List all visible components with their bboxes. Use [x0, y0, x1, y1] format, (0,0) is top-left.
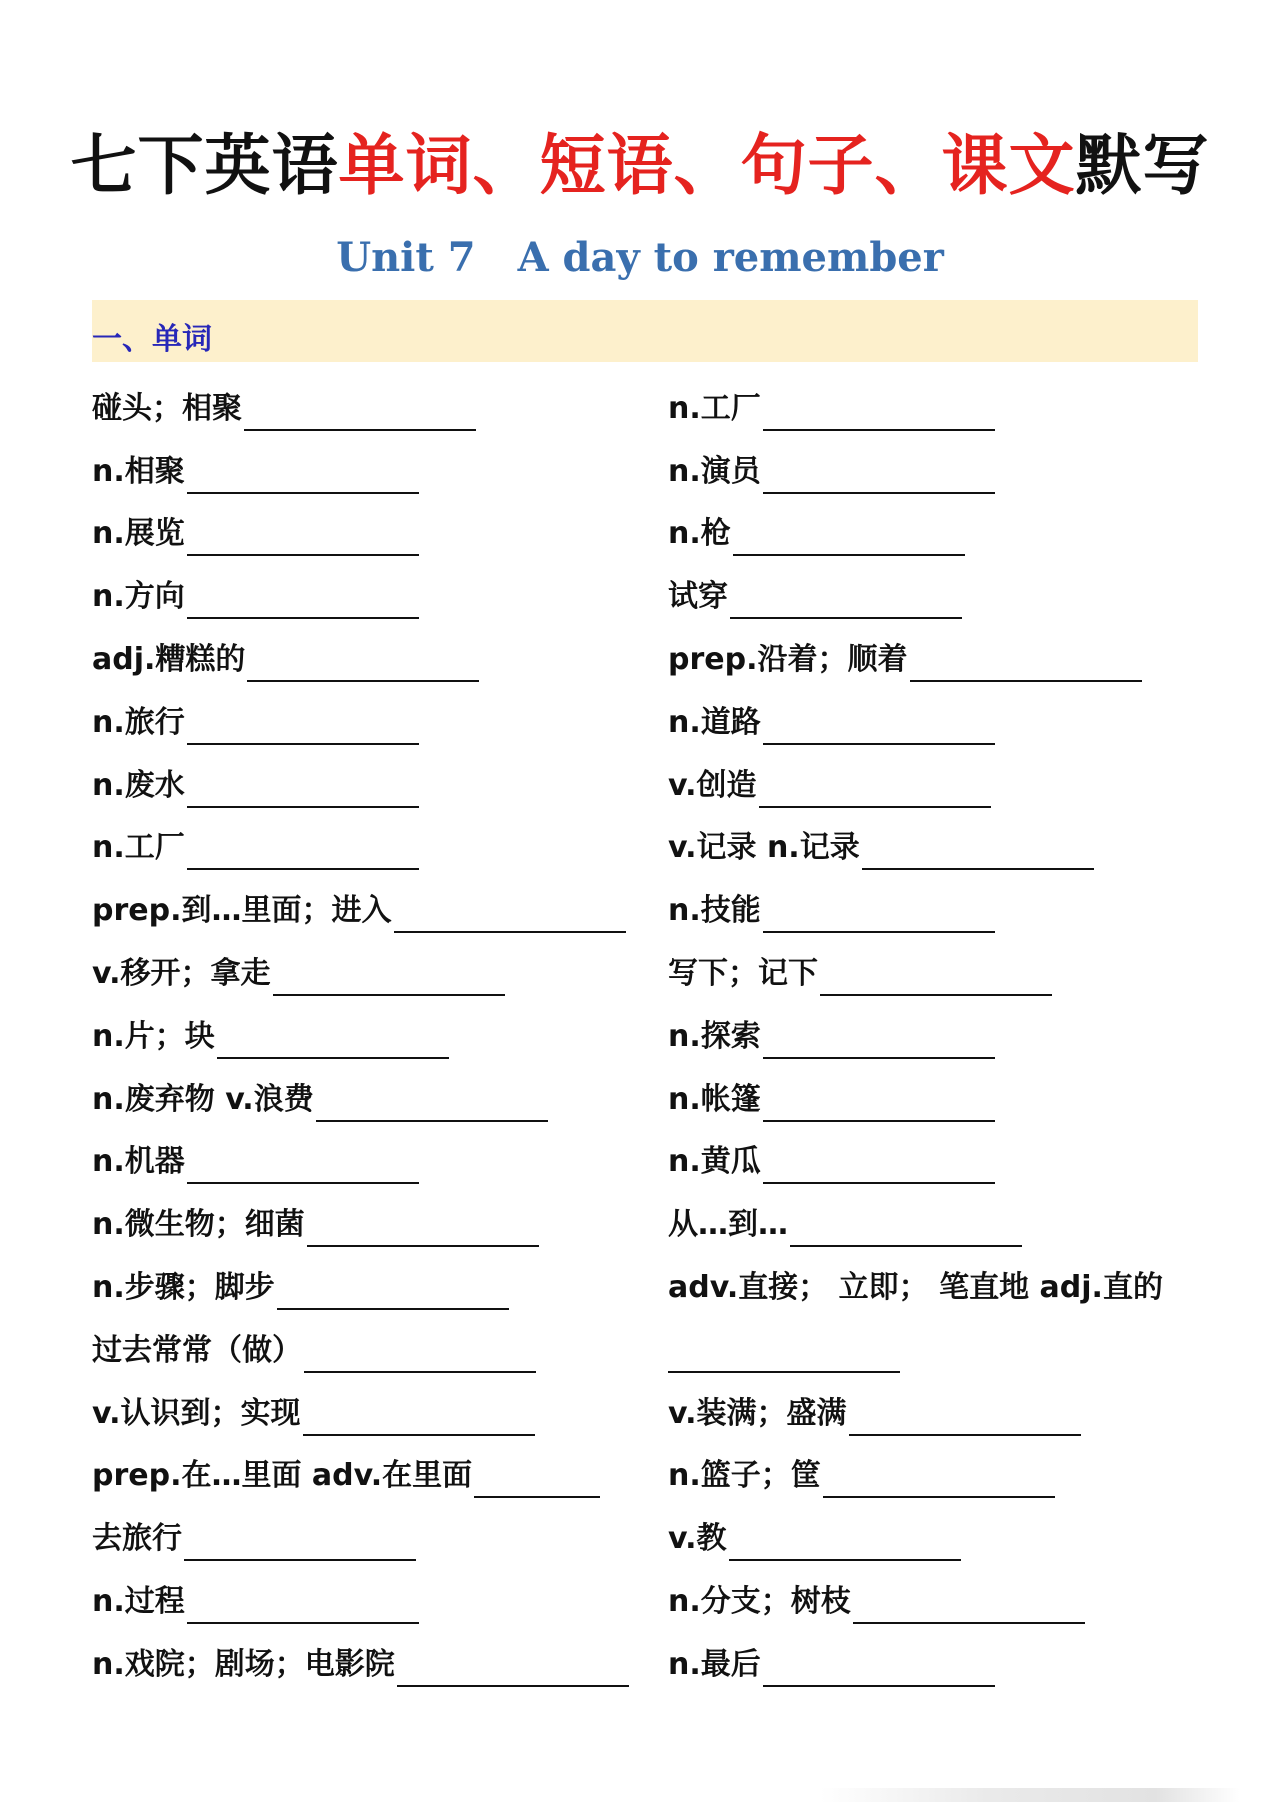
answer-blank[interactable]	[307, 1209, 539, 1247]
vocab-item	[668, 1565, 1208, 1628]
page-title	[0, 124, 1280, 208]
vocab-prompt: n.探索	[668, 1018, 761, 1054]
answer-blank[interactable]	[187, 1146, 419, 1184]
vocab-item	[92, 560, 632, 623]
vocab-item	[668, 1126, 1208, 1189]
answer-blank[interactable]	[474, 1460, 600, 1498]
answer-blank[interactable]	[862, 832, 1094, 870]
vocab-item	[668, 874, 1208, 937]
vocab-prompt: n.废弃物 v.浪费	[92, 1081, 314, 1117]
vocab-item	[92, 372, 632, 435]
answer-blank[interactable]	[277, 1272, 509, 1310]
vocab-item	[92, 498, 632, 561]
answer-blank[interactable]	[187, 770, 419, 808]
answer-blank[interactable]	[244, 393, 476, 431]
answer-blank[interactable]	[730, 581, 962, 619]
vocab-prompt: prep.沿着；顺着	[668, 641, 908, 677]
vocab-item	[668, 1377, 1208, 1440]
vocab-item	[668, 1000, 1208, 1063]
answer-blank[interactable]	[187, 456, 419, 494]
vocab-prompt: 写下；记下	[668, 955, 818, 991]
vocab-item	[92, 1440, 632, 1503]
vocab-item	[92, 1188, 632, 1251]
answer-blank[interactable]	[759, 770, 991, 808]
vocab-prompt: n.微生物；细菌	[92, 1207, 305, 1243]
vocab-item	[92, 1502, 632, 1565]
vocab-prompt: n.黄瓜	[668, 1144, 761, 1180]
answer-blank[interactable]	[763, 1021, 995, 1059]
vocab-prompt: n.旅行	[92, 704, 185, 740]
answer-blank[interactable]	[247, 644, 479, 682]
vocab-item	[92, 623, 632, 686]
unit-number: Unit 7	[336, 234, 476, 281]
title-part-1: 七下英语	[70, 127, 339, 204]
answer-blank[interactable]	[763, 895, 995, 933]
vocab-item	[92, 1377, 632, 1440]
answer-blank[interactable]	[820, 958, 1052, 996]
vocab-prompt: n.机器	[92, 1144, 185, 1180]
vocab-item	[668, 435, 1208, 498]
scan-artifact-strip	[820, 1788, 1240, 1802]
vocab-prompt: n.工厂	[668, 390, 761, 426]
answer-blank[interactable]	[304, 1335, 536, 1373]
answer-blank[interactable]	[187, 581, 419, 619]
answer-blank[interactable]	[187, 518, 419, 556]
vocab-item	[668, 1314, 1208, 1377]
answer-blank[interactable]	[668, 1335, 900, 1373]
answer-blank[interactable]	[729, 1523, 961, 1561]
vocab-prompt: v.教	[668, 1521, 727, 1557]
answer-blank[interactable]	[303, 1398, 535, 1436]
vocab-prompt: n.展览	[92, 516, 185, 552]
vocab-item	[92, 812, 632, 875]
answer-blank[interactable]	[849, 1398, 1081, 1436]
vocab-item	[668, 749, 1208, 812]
vocab-item	[92, 1628, 632, 1691]
answer-blank[interactable]	[763, 456, 995, 494]
vocab-prompt: v.认识到；实现	[92, 1395, 301, 1431]
vocab-prompt: 碰头；相聚	[92, 390, 242, 426]
vocab-prompt: n.废水	[92, 767, 185, 803]
vocab-item	[668, 560, 1208, 623]
vocab-prompt: 从…到…	[668, 1207, 788, 1243]
vocab-item	[92, 1314, 632, 1377]
vocab-prompt: n.分支；树枝	[668, 1583, 851, 1619]
vocab-prompt: v.创造	[668, 767, 757, 803]
vocab-prompt: n.最后	[668, 1646, 761, 1682]
vocab-item	[92, 1565, 632, 1628]
vocab-prompt: adj.糟糕的	[92, 641, 246, 677]
vocab-item	[92, 1000, 632, 1063]
vocab-item	[668, 372, 1208, 435]
vocab-item	[92, 937, 632, 1000]
vocab-prompt: adv.直接； 立即； 笔直地 adj.直的	[668, 1269, 1163, 1305]
vocab-prompt: 过去常常（做）	[92, 1332, 302, 1368]
vocab-item	[668, 812, 1208, 875]
vocab-prompt: n.帐篷	[668, 1081, 761, 1117]
answer-blank[interactable]	[273, 958, 505, 996]
vocab-prompt: 去旅行	[92, 1521, 182, 1557]
answer-blank[interactable]	[853, 1586, 1085, 1624]
left-vocab-column	[92, 372, 632, 1691]
vocab-item	[668, 1251, 1208, 1314]
vocab-item	[668, 623, 1208, 686]
vocab-item	[92, 1063, 632, 1126]
vocab-item	[92, 686, 632, 749]
vocab-prompt: n.篮子；筐	[668, 1458, 821, 1494]
vocab-prompt: prep.到…里面；进入	[92, 893, 392, 929]
vocab-item	[668, 1063, 1208, 1126]
answer-blank[interactable]	[187, 707, 419, 745]
title-part-2: 单词、短语、句子、课文	[338, 127, 1076, 204]
answer-blank[interactable]	[910, 644, 1142, 682]
vocab-prompt: n.片；块	[92, 1018, 215, 1054]
vocab-prompt: 试穿	[668, 579, 728, 615]
vocab-item	[92, 874, 632, 937]
vocab-prompt: prep.在…里面 adv.在里面	[92, 1458, 473, 1494]
unit-heading	[0, 234, 1280, 281]
unit-title: A day to remember	[517, 234, 944, 281]
vocab-item	[92, 435, 632, 498]
answer-blank[interactable]	[763, 707, 995, 745]
section-header	[92, 300, 1198, 362]
vocab-prompt: n.相聚	[92, 453, 185, 489]
answer-blank[interactable]	[763, 1146, 995, 1184]
answer-blank[interactable]	[316, 1084, 548, 1122]
answer-blank[interactable]	[187, 832, 419, 870]
section-label: 一、单词	[92, 322, 212, 357]
answer-blank[interactable]	[763, 1649, 995, 1687]
vocab-prompt: n.道路	[668, 704, 761, 740]
vocab-prompt: v.移开；拿走	[92, 955, 271, 991]
vocab-item	[668, 498, 1208, 561]
vocab-item	[668, 1188, 1208, 1251]
title-part-3: 默写	[1075, 127, 1210, 204]
vocab-item	[668, 1440, 1208, 1503]
vocab-prompt: v.装满；盛满	[668, 1395, 847, 1431]
vocab-item	[92, 1126, 632, 1189]
answer-blank[interactable]	[823, 1460, 1055, 1498]
vocab-prompt: n.技能	[668, 893, 761, 929]
vocab-prompt: n.方向	[92, 579, 185, 615]
vocab-item	[92, 749, 632, 812]
answer-blank[interactable]	[763, 393, 995, 431]
vocab-prompt: n.步骤；脚步	[92, 1269, 275, 1305]
answer-blank[interactable]	[184, 1523, 416, 1561]
vocab-item	[668, 686, 1208, 749]
answer-blank[interactable]	[733, 518, 965, 556]
vocab-item	[668, 1502, 1208, 1565]
answer-blank[interactable]	[397, 1649, 629, 1687]
answer-blank[interactable]	[763, 1084, 995, 1122]
vocab-prompt: n.过程	[92, 1583, 185, 1619]
vocab-prompt: v.记录 n.记录	[668, 830, 860, 866]
vocab-item	[92, 1251, 632, 1314]
answer-blank[interactable]	[394, 895, 626, 933]
answer-blank[interactable]	[790, 1209, 1022, 1247]
answer-blank[interactable]	[187, 1586, 419, 1624]
vocab-item	[668, 937, 1208, 1000]
vocab-item	[668, 1628, 1208, 1691]
answer-blank[interactable]	[217, 1021, 449, 1059]
right-vocab-column	[668, 372, 1208, 1691]
vocab-prompt: n.演员	[668, 453, 761, 489]
vocab-prompt: n.工厂	[92, 830, 185, 866]
vocab-prompt: n.枪	[668, 516, 731, 552]
vocab-prompt: n.戏院；剧场；电影院	[92, 1646, 395, 1682]
